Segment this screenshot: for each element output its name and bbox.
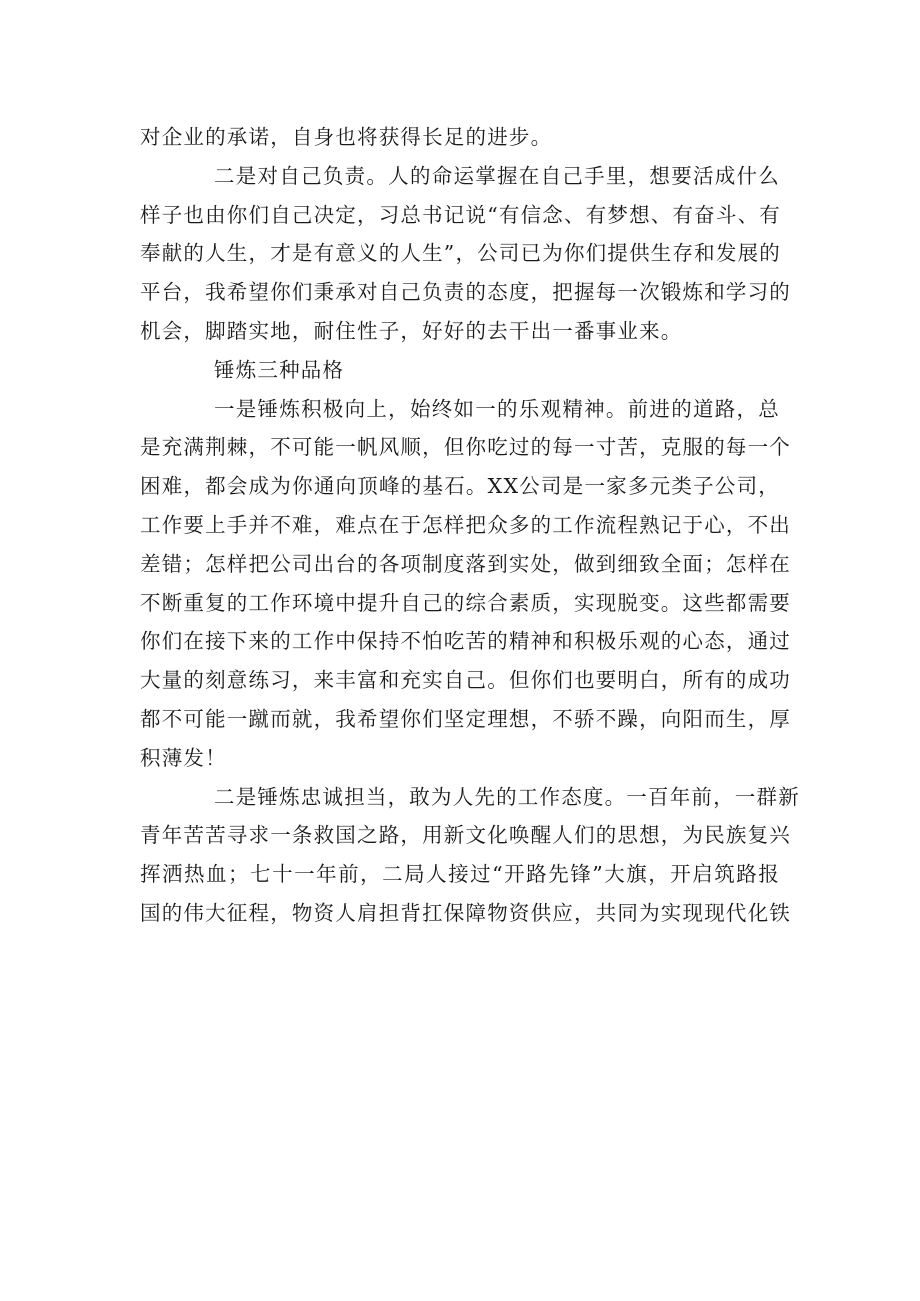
text-line: 样子也由你们自己决定，习总书记说“有信念、有梦想、有奋斗、有 <box>140 202 781 227</box>
text-line: 平台，我希望你们秉承对自己负责的态度，把握每一次锻炼和学习的 <box>140 280 791 305</box>
text-line: 都不可能一蹴而就，我希望你们坚定理想，不骄不躁，向阳而生，厚 <box>140 706 791 731</box>
text-line: 二是锤炼忠诚担当，敢为人先的工作态度。一百年前，一群新 <box>214 784 800 809</box>
text-line: 大量的刻意练习，来丰富和充实自己。但你们也要明白，所有的成功 <box>140 668 791 693</box>
text-line: 奉献的人生，才是有意义的人生”，公司已为你们提供生存和发展的 <box>140 241 781 266</box>
text-line: 不断重复的工作环境中提升自己的综合素质，实现脱变。这些都需要 <box>140 590 791 615</box>
section-heading <box>140 351 780 390</box>
text-line: 机会，脚踏实地，耐住性子，好好的去干出一番事业来。 <box>140 318 683 343</box>
text-line: 工作要上手并不难，难点在于怎样把众多的工作流程熟记于心，不出 <box>140 512 791 537</box>
text-line: 二是对自己负责。人的命运掌握在自己手里，想要活成什么 <box>214 163 780 188</box>
text-line: 你们在接下来的工作中保持不怕吃苦的精神和积极乐观的心态，通过 <box>140 629 791 654</box>
text-line: 对企业的承诺，自身也将获得长足的进步。 <box>140 125 553 149</box>
text-line: 青年苦苦寻求一条救国之路，用新文化唤醒人们的思想，为民族复兴 <box>140 823 791 848</box>
text-line: 差错；怎样把公司出台的各项制度落到实处，做到细致全面；怎样在 <box>140 551 791 576</box>
paragraph-continuation <box>140 118 780 157</box>
paragraph-loyalty <box>140 778 800 933</box>
paragraph-optimism <box>140 390 791 778</box>
text-line: 国的伟大征程，物资人肩担背扛保障物资供应，共同为实现现代化铁 <box>140 900 791 925</box>
paragraph-self-responsibility <box>140 157 791 351</box>
text-line: 一是锤炼积极向上，始终如一的乐观精神。前进的道路，总 <box>214 396 780 421</box>
text-line: 挥洒热血；七十一年前，二局人接过“开路先锋”大旗，开启筑路报 <box>140 862 780 887</box>
text-line: 困难，都会成为你通向顶峰的基石。XX公司是一家多元类子公司， <box>140 474 780 499</box>
text-line: 积薄发！ <box>140 745 227 770</box>
document-body <box>140 118 800 933</box>
heading-text: 锤炼三种品格 <box>214 357 345 382</box>
text-line: 是充满荆棘，不可能一帆风顺，但你吃过的每一寸苦，克服的每一个 <box>140 435 791 460</box>
